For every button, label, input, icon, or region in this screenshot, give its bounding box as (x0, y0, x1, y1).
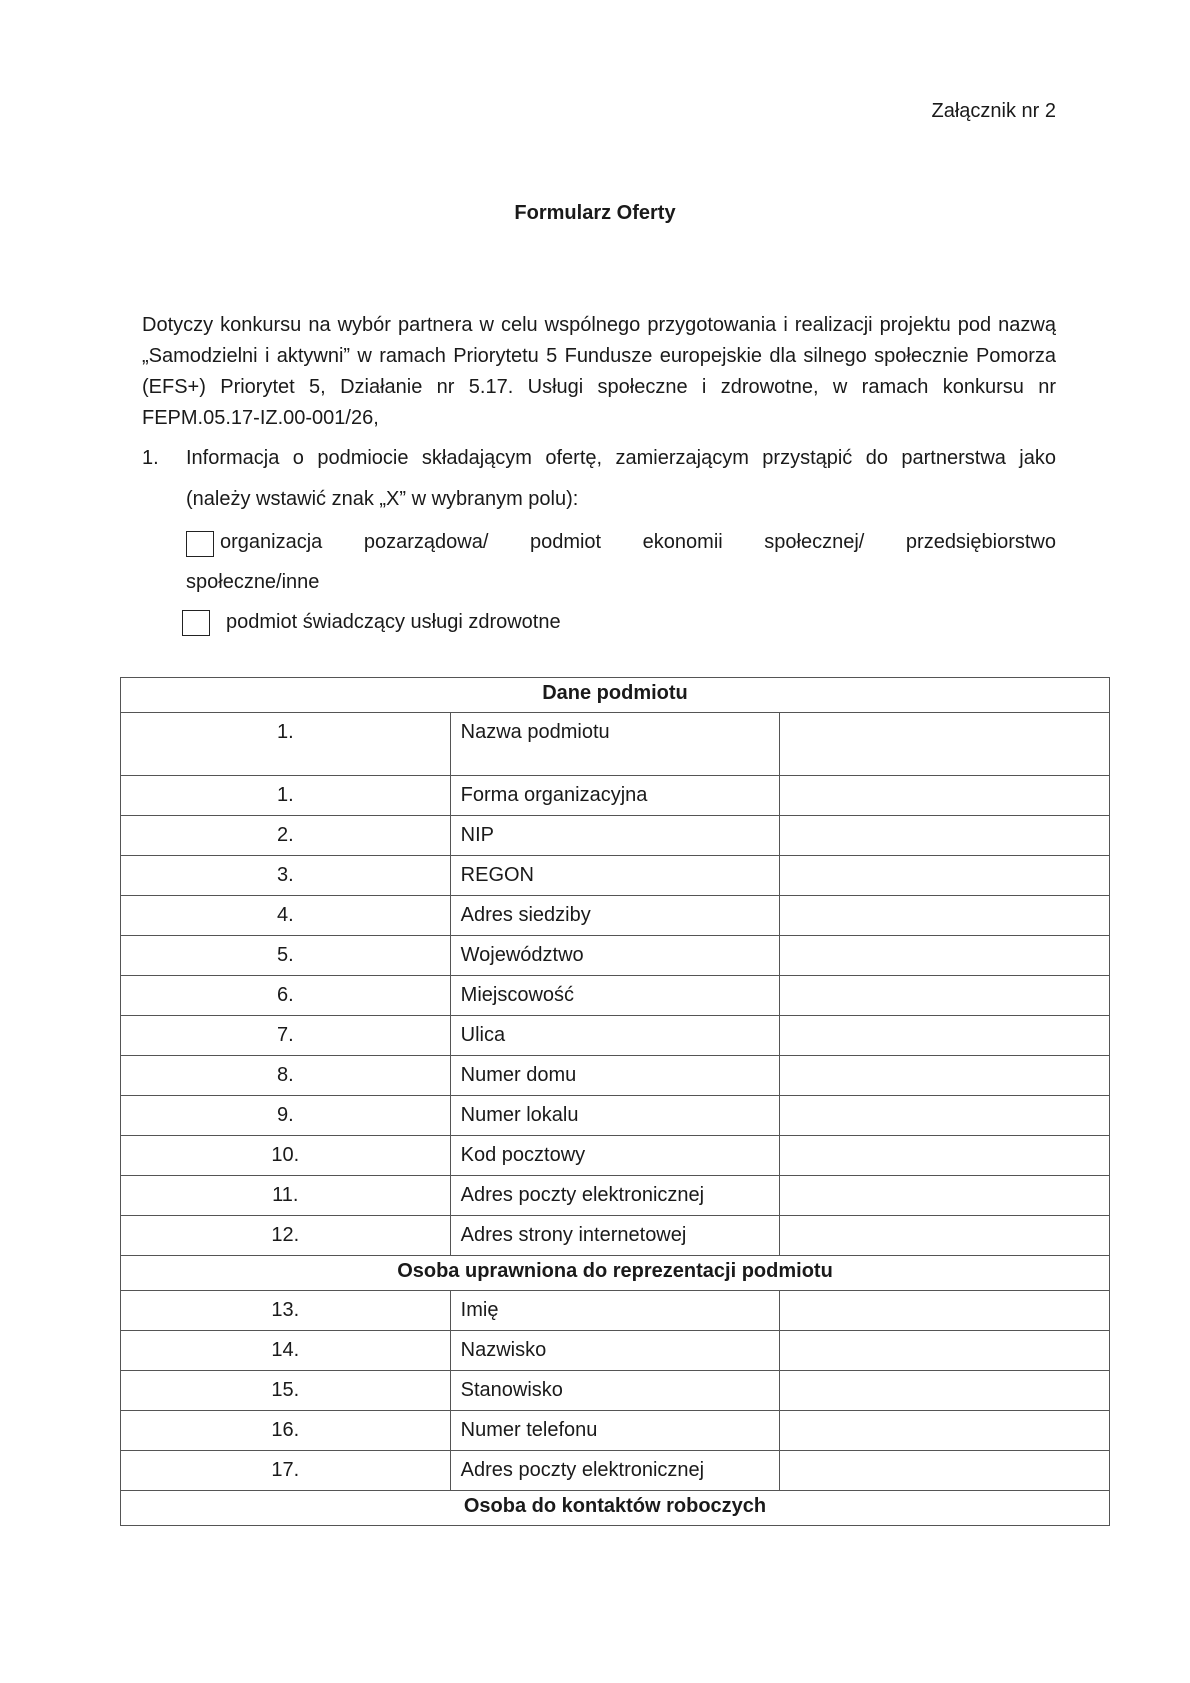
section-1-instruction: (należy wstawić znak „X” w wybranym polu): (186, 488, 579, 510)
row-value-field[interactable] (780, 976, 1110, 1016)
section-header-contact-label: Osoba do kontaktów roboczych (121, 1491, 1110, 1526)
row-value-field[interactable] (780, 1216, 1110, 1256)
row-number: 10. (121, 1136, 451, 1176)
row-value-field[interactable] (780, 816, 1110, 856)
option-ngo-word: organizacja (220, 531, 323, 553)
table-row (121, 1176, 1110, 1216)
row-value-field[interactable] (780, 1291, 1110, 1331)
row-value-field[interactable] (780, 856, 1110, 896)
option-health-checkbox[interactable] (182, 610, 210, 636)
row-value-field[interactable] (780, 1056, 1110, 1096)
row-value-field[interactable] (780, 776, 1110, 816)
row-label: Adres strony internetowej (450, 1216, 780, 1256)
section-header-representative (121, 1256, 1110, 1291)
table-row (121, 776, 1110, 816)
row-number: 7. (121, 1016, 451, 1056)
row-number: 8. (121, 1056, 451, 1096)
table-row (121, 1016, 1110, 1056)
row-label: Województwo (450, 936, 780, 976)
option-ngo-word: ekonomii (642, 531, 723, 553)
row-value-field[interactable] (780, 1331, 1110, 1371)
row-value-field[interactable] (780, 1371, 1110, 1411)
row-label: Adres siedziby (450, 896, 780, 936)
option-ngo-checkbox[interactable] (186, 531, 214, 557)
section-header-entity (121, 678, 1110, 713)
row-label: Kod pocztowy (450, 1136, 780, 1176)
table-row (121, 816, 1110, 856)
row-number: 12. (121, 1216, 451, 1256)
section-header-entity-label: Dane podmiotu (121, 678, 1110, 713)
row-label: Adres poczty elektronicznej (450, 1451, 780, 1491)
row-value-field[interactable] (780, 1096, 1110, 1136)
table-row (121, 1136, 1110, 1176)
table-row (121, 713, 1110, 776)
row-number: 14. (121, 1331, 451, 1371)
row-label: Numer telefonu (450, 1411, 780, 1451)
section-header-contact (121, 1491, 1110, 1526)
table-row (121, 976, 1110, 1016)
row-number: 6. (121, 976, 451, 1016)
row-label: Stanowisko (450, 1371, 780, 1411)
option-ngo-word: przedsiębiorstwo (905, 531, 1056, 553)
table-row (121, 936, 1110, 976)
row-value-field[interactable] (780, 936, 1110, 976)
row-value-field[interactable] (780, 896, 1110, 936)
row-label: Imię (450, 1291, 780, 1331)
row-value-field[interactable] (780, 1451, 1110, 1491)
row-label: NIP (450, 816, 780, 856)
row-value-field[interactable] (780, 1136, 1110, 1176)
row-label: Nazwa podmiotu (450, 713, 780, 776)
row-number: 9. (121, 1096, 451, 1136)
row-value-field[interactable] (780, 1176, 1110, 1216)
option-ngo-label-cont: społeczne/inne (186, 571, 320, 593)
table-row (121, 1216, 1110, 1256)
row-number: 15. (121, 1371, 451, 1411)
row-number: 13. (121, 1291, 451, 1331)
row-value-field[interactable] (780, 713, 1110, 776)
row-number: 11. (121, 1176, 451, 1216)
section-header-representative-label: Osoba uprawniona do reprezentacji podmiotu (121, 1256, 1110, 1291)
row-number: 17. (121, 1451, 451, 1491)
option-ngo-label (220, 531, 1056, 554)
row-number: 1. (121, 713, 451, 776)
entity-data-table (120, 677, 1110, 1526)
option-ngo-word: pozarządowa/ (363, 531, 489, 553)
row-number: 1. (121, 776, 451, 816)
option-ngo-word: podmiot (529, 531, 602, 553)
row-label: Nazwisko (450, 1331, 780, 1371)
table-row (121, 1371, 1110, 1411)
row-number: 2. (121, 816, 451, 856)
row-number: 5. (121, 936, 451, 976)
table-row (121, 1331, 1110, 1371)
row-label: Forma organizacyjna (450, 776, 780, 816)
table-row (121, 1291, 1110, 1331)
table-row (121, 856, 1110, 896)
row-label: Miejscowość (450, 976, 780, 1016)
section-1-text: Informacja o podmiocie składającym ofertę, zamierzającym przystąpić do partnerstwa jako (186, 447, 1056, 469)
row-label: Numer domu (450, 1056, 780, 1096)
row-number: 16. (121, 1411, 451, 1451)
section-1-number: 1. (142, 447, 159, 469)
row-value-field[interactable] (780, 1411, 1110, 1451)
row-label: Adres poczty elektronicznej (450, 1176, 780, 1216)
table-row (121, 1056, 1110, 1096)
row-label: Numer lokalu (450, 1096, 780, 1136)
option-health-label: podmiot świadczący usługi zdrowotne (226, 611, 561, 633)
option-ngo-word: społecznej/ (764, 531, 865, 553)
table-row (121, 896, 1110, 936)
row-label: Ulica (450, 1016, 780, 1056)
intro-paragraph: Dotyczy konkursu na wybór partnera w celu wspólnego przygotowania i realizacji projektu pod nazwą „Samodzielni i aktywni” w ramach Priorytetu 5 Fundusze europejskie dla silnego społecznie Pomorza (EFS+) Priorytet 5, Działanie nr 5.17. Usługi społeczne i zdrowotne, w ramach konkursu nr FEPM.05.17-IZ.00-001/26, (142, 314, 1056, 429)
table-row (121, 1411, 1110, 1451)
table-row (121, 1096, 1110, 1136)
row-number: 4. (121, 896, 451, 936)
row-label: REGON (450, 856, 780, 896)
table-row (121, 1451, 1110, 1491)
row-number: 3. (121, 856, 451, 896)
form-title: Formularz Oferty (514, 202, 676, 224)
annex-label: Załącznik nr 2 (931, 100, 1056, 122)
row-value-field[interactable] (780, 1016, 1110, 1056)
